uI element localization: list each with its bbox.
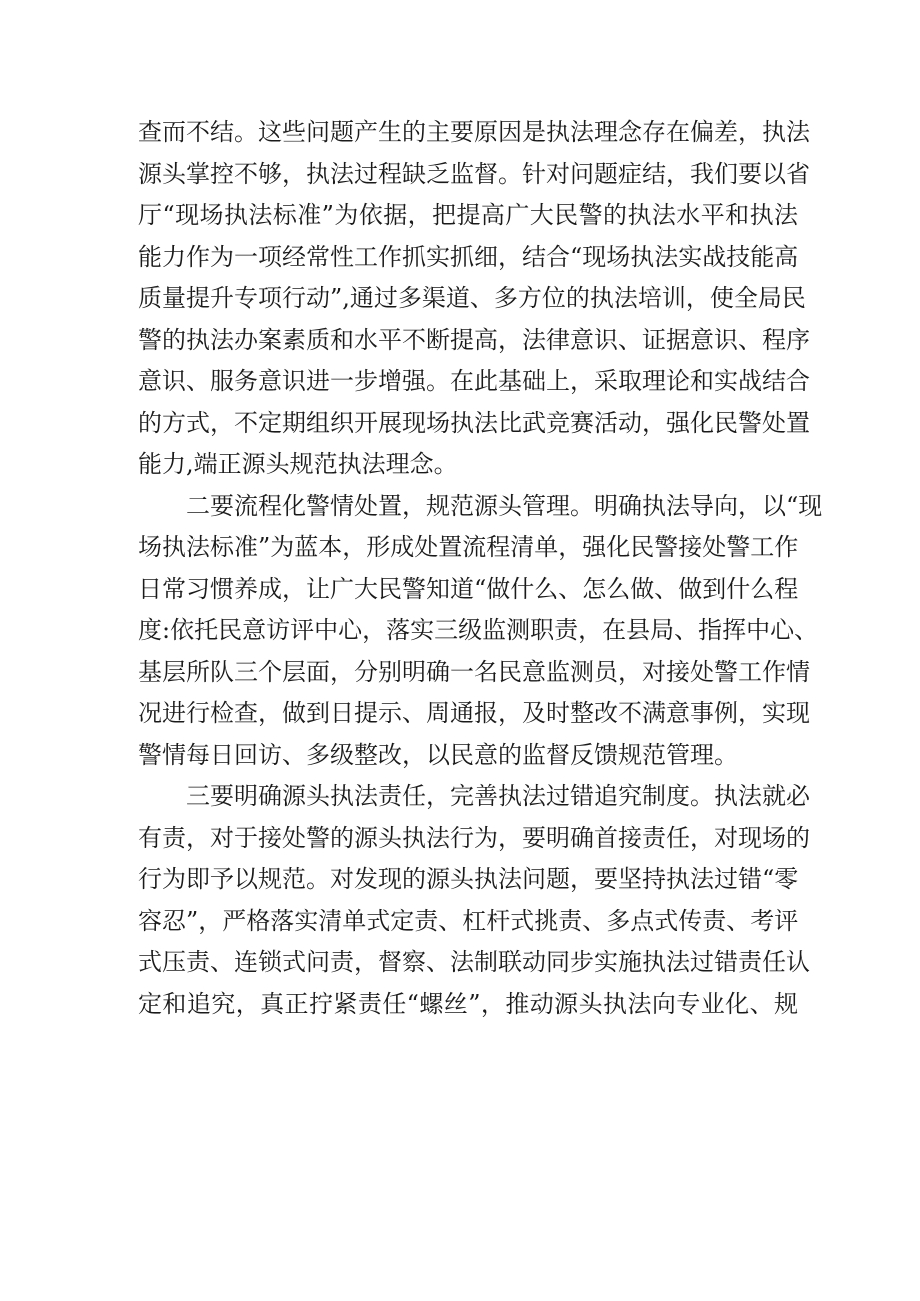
text-line: 场执法标准”为蓝本，形成处置流程清单，强化民警接处警工作 bbox=[138, 533, 799, 561]
text-line: 查而不结。这些问题产生的主要原因是执法理念存在偏差，执法 bbox=[138, 118, 810, 146]
text-line: 质量提升专项行动”,通过多渠道、多方位的执法培训，使全局民 bbox=[138, 284, 806, 312]
text-line: 意识、服务意识进一步增强。在此基础上，采取理论和实战结合 bbox=[138, 367, 810, 395]
text-line: 行为即予以规范。对发现的源头执法问题，要坚持执法过错“零 bbox=[138, 865, 799, 893]
text-line: 的方式，不定期组织开展现场执法比武竞赛活动，强化民警处置 bbox=[138, 408, 810, 437]
paragraph-3 bbox=[138, 776, 810, 1025]
text-line: 警情每日回访、多级整改，以民意的监督反馈规范管理。 bbox=[138, 740, 738, 769]
text-line: 警的执法办案素质和水平不断提高，法律意识、证据意识、程序 bbox=[138, 325, 810, 354]
text-line: 三要明确源头执法责任，完善执法过错追究制度。执法就必 bbox=[186, 782, 810, 810]
text-line: 厅“现场执法标准”为依据，把提高广大民警的执法水平和执法 bbox=[138, 201, 798, 229]
text-line: 基层所队三个层面，分别明确一名民意监测员，对接处警工作情 bbox=[138, 657, 810, 686]
text-line: 能力,端正源头规范执法理念。 bbox=[138, 450, 458, 478]
document-body bbox=[138, 112, 823, 1025]
text-line: 容忍”，严格落实清单式定责、杠杆式挑责、多点式传责、考评 bbox=[138, 906, 799, 935]
paragraph-1 bbox=[138, 112, 810, 486]
text-line: 日常习惯养成，让广大民警知道“做什么、怎么做、做到什么程 bbox=[138, 574, 799, 603]
text-line: 二要流程化警情处置，规范源头管理。明确执法导向，以“现 bbox=[186, 491, 823, 520]
text-line: 定和追究，真正拧紧责任“螺丝”，推动源头执法向专业化、规 bbox=[138, 989, 798, 1018]
text-line: 度:依托民意访评中心，落实三级监测职责，在县局、指挥中心、 bbox=[138, 616, 819, 644]
text-line: 式压责、连锁式问责，督察、法制联动同步实施执法过错责任认 bbox=[138, 948, 810, 976]
text-line: 况进行检查，做到日提示、周通报，及时整改不满意事例，实现 bbox=[138, 699, 810, 727]
paragraph-2 bbox=[138, 486, 823, 777]
text-line: 有责，对于接处警的源头执法行为，要明确首接责任，对现场的 bbox=[138, 823, 810, 852]
text-line: 能力作为一项经常性工作抓实抓细，结合“现场执法实战技能高 bbox=[138, 242, 799, 271]
text-line: 源头掌控不够，执法过程缺乏监督。针对问题症结，我们要以省 bbox=[138, 159, 810, 188]
